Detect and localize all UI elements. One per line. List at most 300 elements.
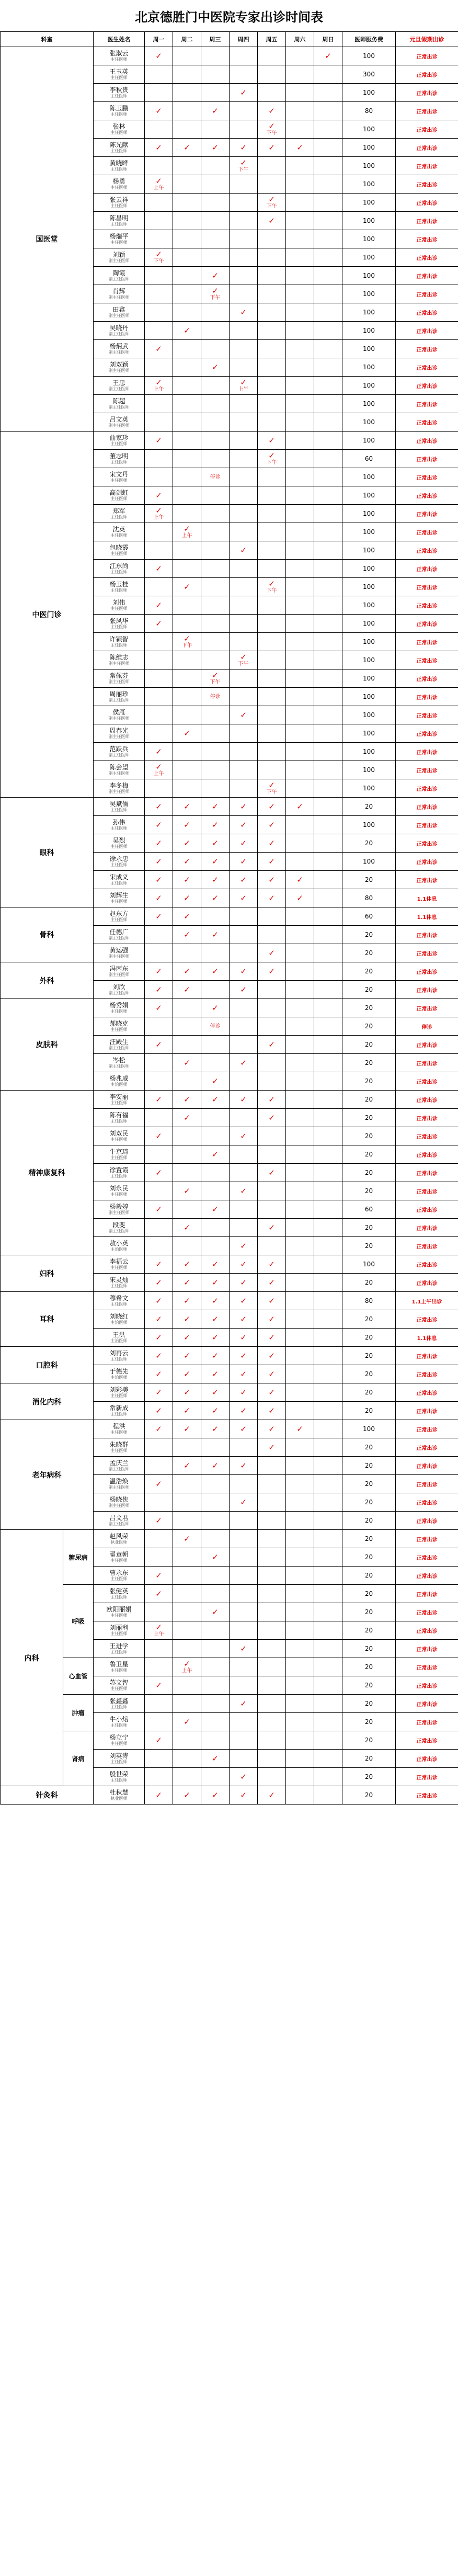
doctor-cell	[94, 560, 145, 578]
dept-cell: 针灸科	[1, 1786, 94, 1805]
check-icon: ✓	[212, 801, 219, 811]
day-cell	[314, 907, 342, 926]
day-cell	[230, 175, 258, 194]
check-icon: ✓	[184, 1659, 190, 1669]
dept-cell: 皮肤科	[1, 999, 94, 1091]
check-icon: ✓	[240, 307, 247, 317]
day-cell	[145, 1457, 173, 1475]
doctor-cell	[94, 47, 145, 65]
day-cell	[258, 1786, 286, 1805]
day-cell	[173, 761, 201, 779]
fee-cell: 100	[342, 285, 396, 303]
day-cell	[201, 1347, 230, 1365]
day-cell	[201, 175, 230, 194]
fee-cell: 60	[342, 450, 396, 468]
doctor-name: 温浩焕	[109, 1477, 129, 1485]
day-cell	[258, 1164, 286, 1182]
session-label: 上午	[181, 1668, 192, 1674]
check-icon: ✓	[240, 378, 247, 387]
day-cell	[173, 267, 201, 285]
fee-cell: 20	[342, 1402, 396, 1420]
doctor-title: 主任医师	[110, 185, 128, 190]
day-cell	[258, 1420, 286, 1438]
session-label: 下午	[238, 167, 249, 173]
day-cell	[286, 486, 314, 505]
day-cell	[286, 1383, 314, 1402]
day-cell	[230, 1786, 258, 1805]
holiday-note: 正常出诊	[396, 1200, 458, 1219]
day-cell	[286, 340, 314, 358]
holiday-note: 停诊	[396, 1017, 458, 1036]
check-icon: ✓	[155, 1369, 162, 1379]
doctor-name: 许颖智	[109, 635, 129, 643]
doctor-cell	[94, 1603, 145, 1621]
day-cell	[314, 450, 342, 468]
day-cell	[314, 1768, 342, 1786]
holiday-note: 正常出诊	[396, 1457, 458, 1475]
doctor-cell	[94, 1036, 145, 1054]
day-cell	[201, 706, 230, 724]
doctor-name: 宋灵灿	[109, 1276, 129, 1284]
day-cell	[286, 120, 314, 139]
doctor-title: 主任医师	[110, 460, 128, 465]
doctor-title: 副主任医师	[108, 350, 130, 355]
holiday-note: 正常出诊	[396, 1786, 458, 1805]
doctor-cell	[94, 358, 145, 377]
day-cell	[258, 1072, 286, 1091]
day-cell	[145, 944, 173, 962]
check-icon: ✓	[184, 966, 190, 976]
check-icon: ✓	[268, 435, 275, 445]
day-cell	[258, 999, 286, 1017]
day-cell	[230, 1438, 258, 1457]
day-cell	[145, 322, 173, 340]
fee-cell: 20	[342, 1658, 396, 1676]
doctor-name: 刘欣	[112, 983, 125, 991]
check-icon: ✓	[268, 1351, 275, 1360]
day-cell	[230, 688, 258, 706]
day-cell	[173, 157, 201, 175]
day-cell	[173, 413, 201, 432]
holiday-note: 正常出诊	[396, 468, 458, 486]
day-cell	[173, 816, 201, 834]
day-cell	[314, 248, 342, 267]
check-icon: ✓	[184, 838, 190, 848]
doctor-cell	[94, 1768, 145, 1786]
doctor-title: 主任医师	[110, 588, 128, 593]
day-cell	[230, 285, 258, 303]
check-icon: ✓	[184, 1424, 190, 1434]
day-cell	[201, 1768, 230, 1786]
fee-cell: 20	[342, 1457, 396, 1475]
holiday-note: 正常出诊	[396, 1274, 458, 1292]
day-cell	[258, 432, 286, 450]
day-cell	[201, 1292, 230, 1310]
doctor-title: 副主任医师	[108, 368, 130, 373]
doctor-name: 王忠	[112, 379, 125, 387]
day-cell	[173, 285, 201, 303]
day-cell	[230, 981, 258, 999]
check-icon: ✓	[212, 875, 219, 884]
day-cell	[286, 1072, 314, 1091]
subdept-cell: 肿瘤	[63, 1695, 94, 1731]
day-cell	[286, 285, 314, 303]
doctor-title: 副主任医师	[108, 1503, 130, 1508]
day-cell	[258, 1329, 286, 1347]
day-cell	[258, 1603, 286, 1621]
check-icon: ✓	[268, 1113, 275, 1122]
day-cell	[314, 688, 342, 706]
check-icon: ✓	[268, 1442, 275, 1452]
doctor-name: 刘永民	[109, 1184, 129, 1192]
doctor-title: 主任医师	[110, 94, 128, 99]
day-cell	[173, 175, 201, 194]
fee-cell: 100	[342, 688, 396, 706]
day-cell	[314, 1219, 342, 1237]
day-cell	[258, 1567, 286, 1585]
day-cell	[314, 926, 342, 944]
doctor-title: 主任医师	[110, 1302, 128, 1307]
day-cell	[173, 1548, 201, 1567]
session-label: 下午	[266, 789, 277, 795]
day-cell	[145, 926, 173, 944]
day-cell	[314, 1676, 342, 1695]
doctor-title: 副主任医师	[108, 1522, 130, 1527]
check-icon: ✓	[268, 1790, 275, 1800]
doctor-cell	[94, 889, 145, 907]
day-cell	[286, 65, 314, 84]
check-icon: ✓	[268, 215, 275, 225]
day-cell	[314, 1658, 342, 1676]
check-icon: ✓	[184, 142, 190, 152]
doctor-name: 沈英	[112, 525, 125, 533]
day-cell	[201, 450, 230, 468]
doctor-name: 赵风荣	[109, 1532, 129, 1540]
day-cell	[314, 285, 342, 303]
day-cell	[145, 688, 173, 706]
day-cell	[145, 267, 173, 285]
day-cell	[173, 340, 201, 358]
day-cell	[230, 1347, 258, 1365]
holiday-note: 正常出诊	[396, 413, 458, 432]
doctor-cell	[94, 377, 145, 395]
check-icon: ✓	[155, 378, 162, 387]
check-icon: ✓	[268, 966, 275, 976]
holiday-note: 正常出诊	[396, 157, 458, 175]
day-cell	[173, 1164, 201, 1182]
day-cell	[173, 468, 201, 486]
doctor-title: 主任医师	[110, 441, 128, 447]
doctor-title: 副主任医师	[108, 1046, 130, 1051]
day-cell	[258, 889, 286, 907]
day-cell	[258, 120, 286, 139]
doctor-title: 主任医师	[110, 606, 128, 611]
day-cell	[230, 1383, 258, 1402]
day-cell	[230, 560, 258, 578]
fee-cell: 100	[342, 120, 396, 139]
fee-cell: 20	[342, 1036, 396, 1054]
day-cell	[230, 615, 258, 633]
doctor-title: 主治医师	[110, 1082, 128, 1087]
day-cell	[314, 1182, 342, 1200]
holiday-note: 正常出诊	[396, 1695, 458, 1713]
day-cell	[145, 615, 173, 633]
day-cell	[145, 871, 173, 889]
day-status: 停诊	[210, 474, 221, 480]
holiday-note: 正常出诊	[396, 523, 458, 541]
day-cell	[286, 853, 314, 871]
doctor-title: 副主任医师	[108, 716, 130, 721]
day-cell	[145, 1603, 173, 1621]
fee-cell: 80	[342, 102, 396, 120]
holiday-note: 正常出诊	[396, 102, 458, 120]
fee-cell: 20	[342, 944, 396, 962]
day-cell	[286, 194, 314, 212]
day-cell	[173, 1310, 201, 1329]
day-cell	[314, 395, 342, 413]
header-note: 元旦假期出诊	[396, 32, 458, 47]
fee-cell: 100	[342, 779, 396, 798]
doctor-name: 段斐	[112, 1221, 125, 1229]
day-cell	[314, 1695, 342, 1713]
day-cell	[145, 1036, 173, 1054]
fee-cell: 20	[342, 871, 396, 889]
holiday-note: 正常出诊	[396, 1548, 458, 1567]
fee-cell: 100	[342, 560, 396, 578]
doctor-title: 副主任医师	[108, 332, 130, 337]
day-cell	[286, 779, 314, 798]
doctor-title: 主任医师	[110, 1668, 128, 1673]
check-icon: ✓	[155, 600, 162, 610]
doctor-title: 副主任医师	[108, 698, 130, 703]
day-cell	[173, 194, 201, 212]
day-cell	[258, 486, 286, 505]
day-cell	[201, 1420, 230, 1438]
doctor-name: 周春光	[109, 727, 129, 734]
day-cell	[145, 248, 173, 267]
day-cell	[230, 1127, 258, 1145]
doctor-name: 吕文君	[109, 1514, 129, 1522]
holiday-note: 正常出诊	[396, 432, 458, 450]
table-row	[1, 1530, 458, 1548]
holiday-note: 正常出诊	[396, 1567, 458, 1585]
day-cell	[145, 1383, 173, 1402]
doctor-name: 陈光献	[109, 141, 129, 149]
day-cell	[145, 1164, 173, 1182]
doctor-title: 主任医师	[110, 222, 128, 227]
doctor-name: 陈昌明	[109, 214, 129, 222]
doctor-cell	[94, 981, 145, 999]
doctor-title: 主任医师	[110, 1576, 128, 1582]
day-cell	[258, 1768, 286, 1786]
day-cell	[145, 1786, 173, 1805]
day-cell	[145, 1731, 173, 1750]
day-cell	[201, 596, 230, 615]
doctor-title: 主任医师	[110, 1760, 128, 1765]
doctor-name: 宋成义	[109, 873, 129, 881]
table-row	[1, 1695, 458, 1713]
doctor-cell	[94, 1713, 145, 1731]
doctor-title: 主任医师	[110, 1613, 128, 1618]
doctor-cell	[94, 651, 145, 669]
check-icon: ✓	[240, 1460, 247, 1470]
day-cell	[258, 1713, 286, 1731]
check-icon: ✓	[212, 1332, 219, 1342]
day-cell	[145, 1017, 173, 1036]
session-label: 上午	[153, 771, 164, 777]
session-label: 下午	[266, 460, 277, 466]
check-icon: ✓	[212, 1314, 219, 1324]
day-cell	[314, 1347, 342, 1365]
doctor-title: 主任医师	[110, 1650, 128, 1655]
day-cell	[230, 248, 258, 267]
doctor-title: 副主任医师	[108, 972, 130, 978]
day-cell	[230, 102, 258, 120]
fee-cell: 100	[342, 1255, 396, 1274]
day-cell	[201, 834, 230, 853]
fee-cell: 100	[342, 248, 396, 267]
day-cell	[230, 1017, 258, 1036]
check-icon: ✓	[268, 801, 275, 811]
doctor-title: 主任医师	[110, 826, 128, 831]
day-cell	[145, 834, 173, 853]
day-cell	[230, 1695, 258, 1713]
day-cell	[286, 1493, 314, 1512]
check-icon: ✓	[212, 1387, 219, 1397]
day-cell	[201, 798, 230, 816]
check-icon: ✓	[268, 1277, 275, 1287]
doctor-cell	[94, 395, 145, 413]
day-cell	[201, 1603, 230, 1621]
day-cell	[286, 1310, 314, 1329]
day-cell	[201, 120, 230, 139]
doctor-name: 刘晓红	[109, 1312, 129, 1320]
day-cell	[286, 743, 314, 761]
doctor-cell	[94, 1054, 145, 1072]
doctor-cell	[94, 724, 145, 743]
day-cell	[173, 1365, 201, 1383]
session-label: 下午	[238, 661, 249, 667]
day-cell	[201, 358, 230, 377]
day-cell	[173, 1091, 201, 1109]
day-cell	[173, 1658, 201, 1676]
day-cell	[201, 1621, 230, 1640]
check-icon: ✓	[184, 1332, 190, 1342]
fee-cell: 300	[342, 65, 396, 84]
doctor-name: 黄运强	[109, 946, 129, 954]
doctor-name: 刘英涛	[109, 1752, 129, 1760]
day-cell	[286, 798, 314, 816]
day-cell	[173, 743, 201, 761]
day-cell	[201, 486, 230, 505]
day-cell	[230, 706, 258, 724]
holiday-note: 正常出诊	[396, 926, 458, 944]
doctor-name: 穆希文	[109, 1294, 129, 1302]
table-row	[1, 907, 458, 926]
day-cell	[145, 1567, 173, 1585]
fee-cell: 20	[342, 999, 396, 1017]
day-cell	[286, 1036, 314, 1054]
day-cell	[286, 633, 314, 651]
day-cell	[286, 267, 314, 285]
day-cell	[201, 1695, 230, 1713]
holiday-note: 正常出诊	[396, 1493, 458, 1512]
check-icon: ✓	[240, 1186, 247, 1196]
doctor-cell	[94, 926, 145, 944]
day-cell	[314, 669, 342, 688]
doctor-cell	[94, 505, 145, 523]
doctor-title: 副主任医师	[108, 1229, 130, 1234]
day-cell	[173, 1786, 201, 1805]
day-cell	[258, 303, 286, 322]
fee-cell: 100	[342, 633, 396, 651]
holiday-note: 正常出诊	[396, 1768, 458, 1786]
day-cell	[230, 596, 258, 615]
check-icon: ✓	[240, 1058, 247, 1068]
day-cell	[145, 633, 173, 651]
day-cell	[314, 432, 342, 450]
day-cell	[145, 1274, 173, 1292]
fee-cell: 20	[342, 1548, 396, 1567]
check-icon: ✓	[184, 1094, 190, 1104]
day-cell	[286, 926, 314, 944]
day-cell	[230, 999, 258, 1017]
session-label: 上午	[153, 387, 164, 392]
day-cell	[173, 395, 201, 413]
day-cell	[286, 724, 314, 743]
holiday-note: 正常出诊	[396, 194, 458, 212]
page-title: 北京德胜门中医院专家出诊时间表	[135, 9, 323, 25]
day-cell	[145, 1347, 173, 1365]
day-cell	[201, 1127, 230, 1145]
fee-cell: 100	[342, 157, 396, 175]
day-cell	[201, 871, 230, 889]
holiday-note: 正常出诊	[396, 139, 458, 157]
day-cell	[230, 1329, 258, 1347]
doctor-title: 主任医师	[110, 808, 128, 813]
check-icon: ✓	[268, 1387, 275, 1397]
day-cell	[314, 322, 342, 340]
day-cell	[173, 798, 201, 816]
day-cell	[286, 523, 314, 541]
check-icon: ✓	[296, 801, 303, 811]
doctor-name: 杨瑞平	[109, 232, 129, 240]
doctor-title: 主任医师	[110, 863, 128, 868]
day-cell	[258, 615, 286, 633]
fee-cell: 60	[342, 907, 396, 926]
day-cell	[286, 1567, 314, 1585]
day-cell	[201, 1365, 230, 1383]
day-cell	[314, 1438, 342, 1457]
day-cell	[286, 1658, 314, 1676]
day-cell	[230, 1054, 258, 1072]
day-cell	[173, 962, 201, 981]
doctor-title: 主任医师	[110, 1558, 128, 1563]
fee-cell: 100	[342, 853, 396, 871]
table-row	[1, 1292, 458, 1310]
check-icon: ✓	[184, 875, 190, 884]
doctor-title: 副主任医师	[108, 734, 130, 740]
day-cell	[286, 1676, 314, 1695]
doctor-title: 主任医师	[110, 1595, 128, 1600]
day-cell	[286, 432, 314, 450]
doctor-cell	[94, 1329, 145, 1347]
day-cell	[173, 139, 201, 157]
day-cell	[230, 1292, 258, 1310]
check-icon: ✓	[155, 820, 162, 830]
day-cell	[201, 962, 230, 981]
fee-cell: 20	[342, 1731, 396, 1750]
